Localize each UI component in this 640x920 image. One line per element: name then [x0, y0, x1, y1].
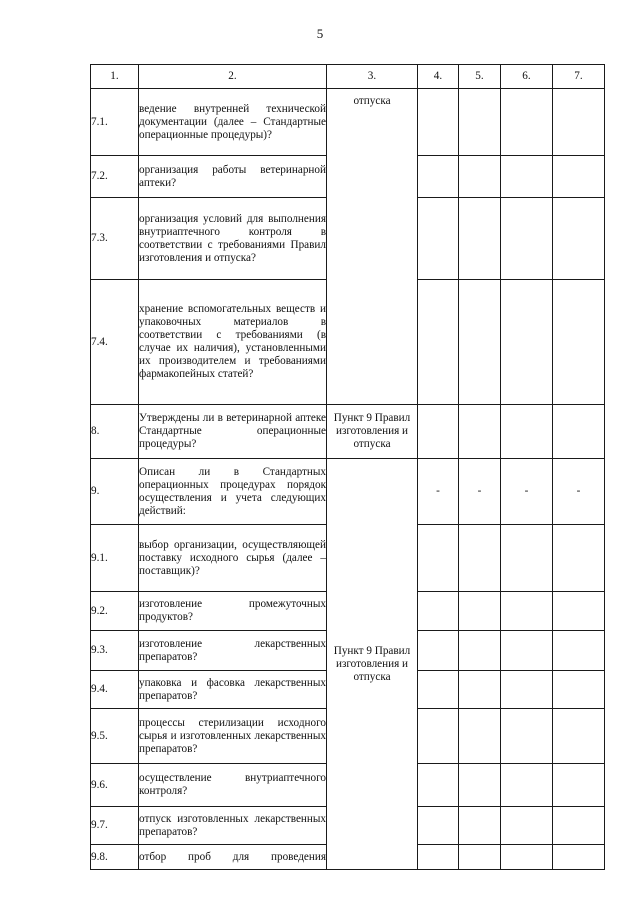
dash-mark: -	[418, 459, 459, 525]
reference-cell: отпуска	[327, 89, 418, 405]
answer-cell	[459, 631, 501, 671]
row-number: 9.3.	[91, 631, 139, 671]
question-text: отпуск изготовленных лекарственных препаратов?	[139, 807, 327, 845]
column-header: 2.	[139, 65, 327, 89]
column-header: 3.	[327, 65, 418, 89]
row-number: 7.4.	[91, 280, 139, 405]
reference-cell: Пункт 9 Правил изготовления и отпуска	[327, 459, 418, 870]
table-header-row	[91, 65, 605, 89]
answer-cell	[459, 525, 501, 592]
answer-cell	[501, 280, 553, 405]
dash-mark: -	[501, 459, 553, 525]
answer-cell	[418, 525, 459, 592]
answer-cell	[459, 845, 501, 870]
answer-cell	[459, 280, 501, 405]
answer-cell	[459, 592, 501, 631]
answer-cell	[501, 631, 553, 671]
row-number: 9.1.	[91, 525, 139, 592]
answer-cell	[418, 280, 459, 405]
reference-cell: Пункт 9 Правил изготовления и отпуска	[327, 405, 418, 459]
question-text: упаковка и фасовка лекарственных препаратов?	[139, 671, 327, 709]
answer-cell	[418, 592, 459, 631]
answer-cell	[418, 807, 459, 845]
column-header: 5.	[459, 65, 501, 89]
answer-cell	[418, 198, 459, 280]
answer-cell	[418, 709, 459, 764]
row-number: 9.	[91, 459, 139, 525]
answer-cell	[553, 764, 605, 807]
table-row	[91, 459, 605, 525]
row-number: 7.2.	[91, 156, 139, 198]
answer-cell	[553, 671, 605, 709]
answer-cell	[501, 845, 553, 870]
answer-cell	[459, 671, 501, 709]
answer-cell	[418, 764, 459, 807]
column-header: 7.	[553, 65, 605, 89]
answer-cell	[553, 405, 605, 459]
question-text: организация условий для выполнения внутриаптечного контроля в соответствии с требованиями Правил изготовления и отпуска?	[139, 198, 327, 280]
row-number: 8.	[91, 405, 139, 459]
answer-cell	[459, 807, 501, 845]
answer-cell	[501, 807, 553, 845]
question-text: выбор организации, осуществляющей поставку исходного сырья (далее – поставщик)?	[139, 525, 327, 592]
row-number: 9.6.	[91, 764, 139, 807]
answer-cell	[459, 156, 501, 198]
answer-cell	[418, 405, 459, 459]
column-header: 6.	[501, 65, 553, 89]
question-text: ведение внутренней технической документации (далее – Стандартные операционные процедуры)?	[139, 89, 327, 156]
answer-cell	[501, 156, 553, 198]
row-number: 7.3.	[91, 198, 139, 280]
answer-cell	[553, 592, 605, 631]
answer-cell	[459, 89, 501, 156]
checklist-table	[90, 64, 605, 870]
answer-cell	[501, 709, 553, 764]
column-header: 1.	[91, 65, 139, 89]
question-text: Утверждены ли в ветеринарной аптеке Стандартные операционные процедуры?	[139, 405, 327, 459]
question-text: процессы стерилизации исходного сырья и изготовленных лекарственных препаратов?	[139, 709, 327, 764]
answer-cell	[553, 280, 605, 405]
column-header: 4.	[418, 65, 459, 89]
row-number: 9.5.	[91, 709, 139, 764]
answer-cell	[418, 671, 459, 709]
table-row	[91, 89, 605, 156]
row-number: 9.2.	[91, 592, 139, 631]
row-number: 9.8.	[91, 845, 139, 870]
answer-cell	[501, 89, 553, 156]
answer-cell	[459, 764, 501, 807]
answer-cell	[553, 709, 605, 764]
answer-cell	[459, 405, 501, 459]
answer-cell	[553, 89, 605, 156]
answer-cell	[553, 807, 605, 845]
page-number: 5	[316, 26, 324, 41]
answer-cell	[553, 631, 605, 671]
dash-mark: -	[459, 459, 501, 525]
answer-cell	[501, 592, 553, 631]
table-row	[91, 405, 605, 459]
question-text: организация работы ветеринарной аптеки?	[139, 156, 327, 198]
question-text: изготовление лекарственных препаратов?	[139, 631, 327, 671]
answer-cell	[553, 845, 605, 870]
answer-cell	[501, 198, 553, 280]
question-text: изготовление промежуточных продуктов?	[139, 592, 327, 631]
answer-cell	[418, 845, 459, 870]
answer-cell	[501, 671, 553, 709]
answer-cell	[553, 198, 605, 280]
answer-cell	[501, 525, 553, 592]
answer-cell	[553, 525, 605, 592]
answer-cell	[459, 198, 501, 280]
row-number: 7.1.	[91, 89, 139, 156]
row-number: 9.4.	[91, 671, 139, 709]
answer-cell	[418, 631, 459, 671]
answer-cell	[553, 156, 605, 198]
answer-cell	[459, 709, 501, 764]
question-text: хранение вспомогательных веществ и упаковочных материалов в соответствии с требованиями (в случае их наличия), установленными их производителем и требованиями фармакопейных статей?	[139, 280, 327, 405]
question-text: отбор проб для проведения	[139, 845, 327, 870]
answer-cell	[501, 764, 553, 807]
answer-cell	[418, 89, 459, 156]
question-text: Описан ли в Стандартных операционных процедурах порядок осуществления и учета следующих действий:	[139, 459, 327, 525]
row-number: 9.7.	[91, 807, 139, 845]
answer-cell	[418, 156, 459, 198]
answer-cell	[501, 405, 553, 459]
dash-mark: -	[553, 459, 605, 525]
question-text: осуществление внутриаптечного контроля?	[139, 764, 327, 807]
